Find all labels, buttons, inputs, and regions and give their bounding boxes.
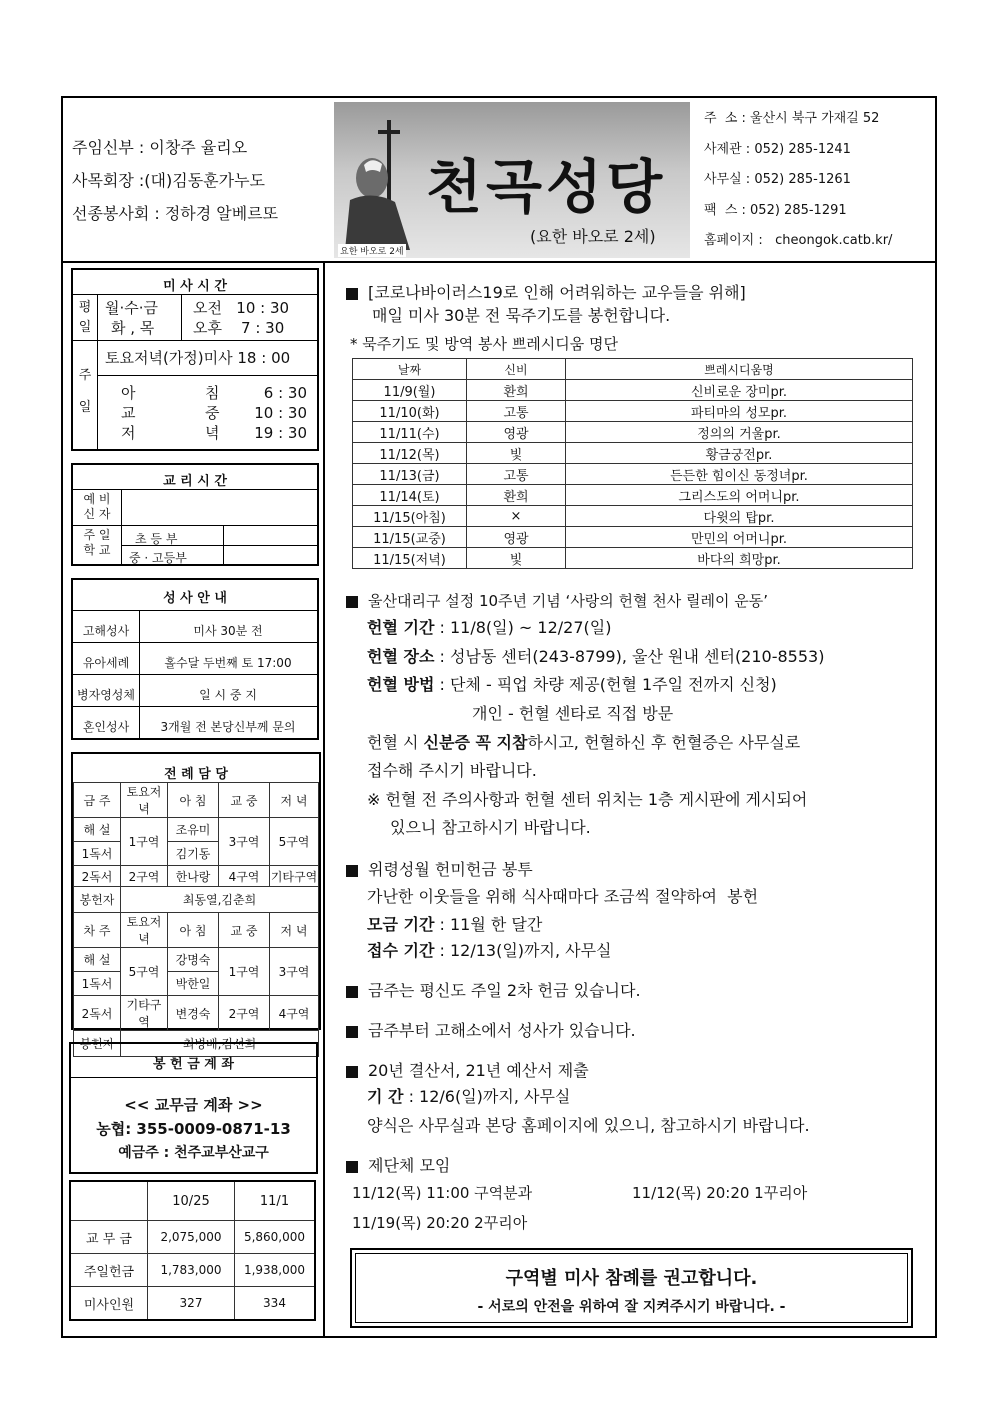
catechism-elementary: 초 등 부 (135, 532, 178, 546)
blood-note4: 있으니 참고하시기 바랍니다. (390, 818, 591, 837)
bullet-square-icon (346, 596, 358, 608)
rosary-4-mystery: 고통 (467, 464, 566, 485)
weekday2-days: 화 , 목 (111, 319, 155, 337)
account-number: 농협: 355-0009-0871-13 (96, 1120, 291, 1138)
bullet-square-icon (346, 1066, 358, 1078)
bullet-square-icon (346, 1161, 358, 1173)
ln-eve1: 3구역 (270, 948, 319, 996)
lt-am1: 조유미 (168, 818, 219, 842)
lt-sat1: 1구역 (121, 818, 168, 866)
rosary-table (352, 358, 913, 569)
stats-row-0-b: 5,860,000 (235, 1221, 316, 1254)
ln-am1: 강명숙 (168, 948, 219, 972)
month-title: 위령성월 헌미헌금 봉투 (368, 860, 533, 879)
rosary-6-date: 11/15(아침) (353, 506, 467, 527)
budget-period-value: : 12/6(일)까지, 사무실 (408, 1087, 571, 1106)
rosary-1-mystery: 고통 (467, 401, 566, 422)
column-divider (323, 262, 325, 1338)
lt-eve2: 기타구역 (270, 866, 319, 887)
rosary-5-date: 11/14(토) (353, 485, 467, 506)
offering-stats-table (69, 1180, 316, 1321)
rosary-8-date: 11/15(저녁) (353, 548, 467, 569)
stats-row-1-b: 1,938,000 (235, 1254, 316, 1287)
ln-eve2: 4구역 (270, 996, 319, 1031)
catechism-catechumen: 예 비 신 자 (83, 492, 111, 521)
logo-title: 천곡성당 (426, 153, 667, 221)
month-period (367, 917, 542, 933)
sacrament-row-3-key: 혼인성사 (82, 720, 130, 734)
ln-am2: 박한일 (168, 972, 219, 996)
blood-note1a: 헌혈 시 (367, 733, 424, 752)
groups-title: 제단체 모임 (368, 1156, 451, 1175)
lt-head-4: 저 녁 (270, 783, 319, 818)
rosary-1-date: 11/10(화) (353, 401, 467, 422)
sacrament-row-2-key: 병자영성체 (77, 688, 135, 702)
logo-subtitle: (요한 바오로 2세) (530, 227, 656, 246)
blood-period-value: : 11/8(일) ~ 12/27(일) (439, 618, 612, 637)
liturgy-title: 전 례 담 당 (164, 767, 228, 782)
ln-am3: 변경숙 (168, 996, 219, 1031)
rosary-2-praesidium: 정의의 거울pr. (566, 422, 913, 443)
lt-dok1: 1독서 (74, 842, 121, 866)
sun3-a: 저 (121, 424, 136, 442)
lt-head-3: 교 중 (219, 783, 270, 818)
blood-note1c: 하시고, 헌혈하신 후 헌혈증은 사무실로 (527, 733, 801, 752)
evangel-chair: 선종봉사회 : 정하경 알베르또 (72, 204, 279, 223)
address: 주 소 : 울산시 북구 가재길 52 (704, 111, 880, 126)
groups-item-1: 11/12(목) 11:00 구역분과 (352, 1184, 533, 1202)
rosary-head-0: 날짜 (353, 359, 467, 380)
rosary-5-mystery: 환희 (467, 485, 566, 506)
rosary-6-mystery: × (467, 506, 566, 527)
rosary-0-mystery: 환희 (467, 380, 566, 401)
rosary-4-date: 11/13(금) (353, 464, 467, 485)
budget-period-label: 기 간 (367, 1087, 404, 1106)
notice-line1: 구역별 미사 참례를 권고합니다. (505, 1268, 758, 1289)
ln-sat2: 기타구역 (121, 996, 168, 1031)
stats-col-0 (70, 1181, 148, 1221)
sacrament-title: 성 사 안 내 (163, 591, 227, 606)
rosary-3-mystery: 빛 (467, 443, 566, 464)
rosary-7-praesidium: 만민의 어머니pr. (566, 527, 913, 548)
bullet-square-icon (346, 865, 358, 877)
month-line: 가난한 이웃들을 위해 식사때마다 조금씩 절약하여 봉헌 (367, 887, 759, 906)
stats-row-2-a: 327 (148, 1287, 235, 1321)
blood-heading (346, 594, 768, 609)
logo-caption: 요한 바오로 2세 (338, 244, 406, 257)
stats-row-1-key: 주일헌금 (70, 1254, 148, 1287)
rosary-title: * 묵주기도 및 방역 봉사 쁘레시디움 명단 (350, 335, 618, 353)
groups-heading (346, 1158, 450, 1174)
saturday-mass: 토요저녁(가정)미사 18 : 00 (105, 349, 291, 367)
budget-period (367, 1089, 570, 1105)
blood-method-value1: : 단체 - 픽업 차량 제공(헌혈 1주일 전까지 신청) (439, 675, 777, 694)
weekday2-time: 오후 7 : 30 (193, 319, 285, 337)
stats-col-2: 11/1 (235, 1181, 316, 1221)
ln-head-4: 저 녁 (270, 913, 319, 948)
rosary-2-mystery: 영광 (467, 422, 566, 443)
pastor-name: 주임신부 : 이창주 율리오 (72, 138, 248, 157)
groups-item-2: 11/12(목) 20:20 1꾸리아 (632, 1184, 808, 1202)
parish-logo (334, 102, 690, 258)
sun2-a: 교 (121, 404, 136, 422)
notice-line2: - 서로의 안전을 위하여 잘 지켜주시기 바랍니다. - (477, 1299, 786, 1315)
stats-row-1-a: 1,783,000 (148, 1254, 235, 1287)
lt-head-1: 토요저녁 (121, 783, 168, 818)
month-heading (346, 862, 533, 878)
rosary-head-2: 쁘레시디움명 (566, 359, 913, 380)
blood-note1b: 신분증 꼭 지참 (423, 733, 528, 752)
ln-head-0: 차 주 (74, 913, 121, 948)
mass-times-box (71, 268, 319, 451)
blood-place-value: : 성남동 센터(243-8799), 울산 원내 센터(210-8553) (439, 647, 825, 666)
stats-row-0-a: 2,075,000 (148, 1221, 235, 1254)
weekday1-time: 오전 10 : 30 (193, 299, 290, 317)
groups-item-3: 11/19(목) 20:20 2꾸리아 (352, 1214, 528, 1232)
covid-heading (346, 285, 746, 301)
homepage-link[interactable]: 홈페이지 : cheongok.catb.kr/ (704, 233, 893, 248)
offering-account-title: 봉 헌 금 계 좌 (153, 1057, 234, 1072)
liturgy-this-week-table (73, 782, 319, 1057)
pope-figure-icon (340, 120, 440, 250)
ln-sat1: 5구역 (121, 948, 168, 996)
rosary-0-date: 11/9(월) (353, 380, 467, 401)
ln-haeseol: 해 설 (74, 948, 121, 972)
sacrament-row-1-key: 유아세례 (82, 656, 130, 670)
lt-mid2: 4구역 (219, 866, 270, 887)
month-receive-label: 접수 기간 (367, 941, 435, 960)
weekday1-days: 월·수·금 (105, 299, 159, 317)
lt-head-2: 아 침 (168, 783, 219, 818)
stats-row-2-key: 미사인원 (70, 1287, 148, 1321)
second-collection (346, 983, 641, 999)
blood-title: 울산대리구 설정 10주년 기념 ‘사랑의 헌혈 천사 릴레이 운동’ (368, 592, 769, 610)
ln-dok2: 2독서 (74, 996, 121, 1031)
sun3-c: 19 : 30 (254, 424, 307, 442)
header-divider (61, 261, 937, 263)
ln-head-3: 교 중 (219, 913, 270, 948)
ln-dok1: 1독서 (74, 972, 121, 996)
rosary-8-mystery: 빛 (467, 548, 566, 569)
sun1-b: 침 (205, 384, 220, 402)
council-chair: 사목회장 :(대)김동훈가누도 (72, 171, 265, 190)
rosary-2-date: 11/11(수) (353, 422, 467, 443)
lt-eve1: 5구역 (270, 818, 319, 866)
budget-title: 20년 결산서, 21년 예산서 제출 (368, 1061, 589, 1080)
sun3-b: 녁 (205, 424, 220, 442)
blood-method-label: 헌혈 방법 (367, 675, 435, 694)
sacrament-row-2-value: 일 시 중 지 (199, 688, 257, 702)
blood-method (367, 677, 777, 693)
ln-head-2: 아 침 (168, 913, 219, 948)
sun1-c: 6 : 30 (263, 384, 307, 402)
ln-mid2: 2구역 (219, 996, 270, 1031)
confession-notice (346, 1023, 636, 1039)
stats-row-0-key: 교 무 금 (70, 1221, 148, 1254)
account-holder: 예금주 : 천주교부산교구 (118, 1145, 269, 1161)
account-heading: << 교무금 계좌 >> (124, 1096, 263, 1114)
confession-text: 금주부터 고해소에서 성사가 있습니다. (368, 1021, 636, 1040)
stats-col-1: 10/25 (148, 1181, 235, 1221)
lt-server: 최동열,김춘희 (121, 887, 319, 913)
sun1-a: 아 (121, 384, 136, 402)
ln-mid1: 1구역 (219, 948, 270, 996)
rosary-0-praesidium: 신비로운 장미pr. (566, 380, 913, 401)
attendance-notice-box (350, 1248, 913, 1328)
blood-note1 (367, 735, 800, 751)
sun2-c: 10 : 30 (254, 404, 307, 422)
rosary-5-praesidium: 그리스도의 어머니pr. (566, 485, 913, 506)
blood-period-label: 헌혈 기간 (367, 618, 435, 637)
lt-server-label: 봉헌자 (74, 887, 121, 913)
budget-heading (346, 1063, 589, 1079)
covid-line: 매일 미사 30분 전 묵주기도를 봉헌합니다. (372, 306, 671, 325)
rosary-7-mystery: 영광 (467, 527, 566, 548)
catechism-box (71, 463, 319, 566)
mass-times-title: 미 사 시 간 (163, 279, 227, 294)
office-phone: 사무실 : 052) 285-1261 (704, 172, 851, 187)
blood-period (367, 620, 611, 636)
rosary-4-praesidium: 든든한 힘이신 동정녀pr. (566, 464, 913, 485)
lt-mid1: 3구역 (219, 818, 270, 866)
sacrament-row-1-value: 홀수달 두번째 토 17:00 (164, 656, 292, 670)
rosary-7-date: 11/15(교중) (353, 527, 467, 548)
blood-method-individual: 개인 - 헌혈 센타로 직접 방문 (472, 704, 674, 723)
second-collection-text: 금주는 평신도 주일 2차 헌금 있습니다. (368, 981, 641, 1000)
lt-am3: 한나랑 (168, 866, 219, 887)
budget-line: 양식은 사무실과 본당 홈페이지에 있으니, 참고하시기 바랍니다. (367, 1116, 810, 1135)
catechism-sunday-school: 주 일 학 교 (83, 528, 111, 557)
sacrament-row-0-key: 고해성사 (82, 624, 130, 638)
bullet-square-icon (346, 288, 358, 300)
ln-server: 최병배,김선희 (121, 1031, 319, 1057)
sacrament-row-0-value: 미사 30분 전 (193, 624, 263, 638)
lt-am2: 김기동 (168, 842, 219, 866)
rosary-6-praesidium: 다윗의 탑pr. (566, 506, 913, 527)
blood-place-label: 헌혈 장소 (367, 647, 435, 666)
month-period-label: 모금 기간 (367, 915, 435, 934)
lt-head-0: 금 주 (74, 783, 121, 818)
fax-number: 팩 스 : 052) 285-1291 (704, 203, 847, 218)
sacrament-row-3-value: 3개월 전 본당신부께 문의 (160, 720, 296, 734)
sacrament-box (71, 578, 319, 740)
blood-place (367, 649, 824, 665)
blood-note3: ※ 헌혈 전 주의사항과 헌혈 센터 위치는 1층 게시판에 게시되어 (367, 790, 808, 809)
rosary-3-date: 11/12(목) (353, 443, 467, 464)
sun2-b: 중 (205, 404, 220, 422)
blood-note2: 접수해 주시기 바랍니다. (367, 761, 537, 780)
lt-haeseol: 해 설 (74, 818, 121, 842)
rosary-3-praesidium: 황금궁전pr. (566, 443, 913, 464)
rosary-1-praesidium: 파티마의 성모pr. (566, 401, 913, 422)
month-receive (367, 943, 611, 959)
weekday-label: 평 일 (78, 300, 92, 335)
rosary-head-1: 신비 (467, 359, 566, 380)
bullet-square-icon (346, 1026, 358, 1038)
lt-dok2: 2독서 (74, 866, 121, 887)
covid-title: [코로나바이러스19로 인해 어려워하는 교우들을 위해] (368, 283, 746, 302)
ln-head-1: 토요저녁 (121, 913, 168, 948)
ln-server-label: 봉헌자 (74, 1031, 121, 1057)
lt-sat2: 2구역 (121, 866, 168, 887)
sunday-label: 주 일 (78, 368, 92, 415)
catechism-title: 교 리 시 간 (163, 474, 227, 489)
bullet-square-icon (346, 986, 358, 998)
month-receive-value: : 12/13(일)까지, 사무실 (439, 941, 612, 960)
stats-row-2-b: 334 (235, 1287, 316, 1321)
month-period-value: : 11월 한 달간 (439, 915, 543, 934)
catechism-middle-high: 중 · 고등부 (129, 551, 187, 565)
rosary-8-praesidium: 바다의 희망pr. (566, 548, 913, 569)
offering-account-box (69, 1042, 318, 1174)
rectory-phone: 사제관 : 052) 285-1241 (704, 142, 851, 157)
